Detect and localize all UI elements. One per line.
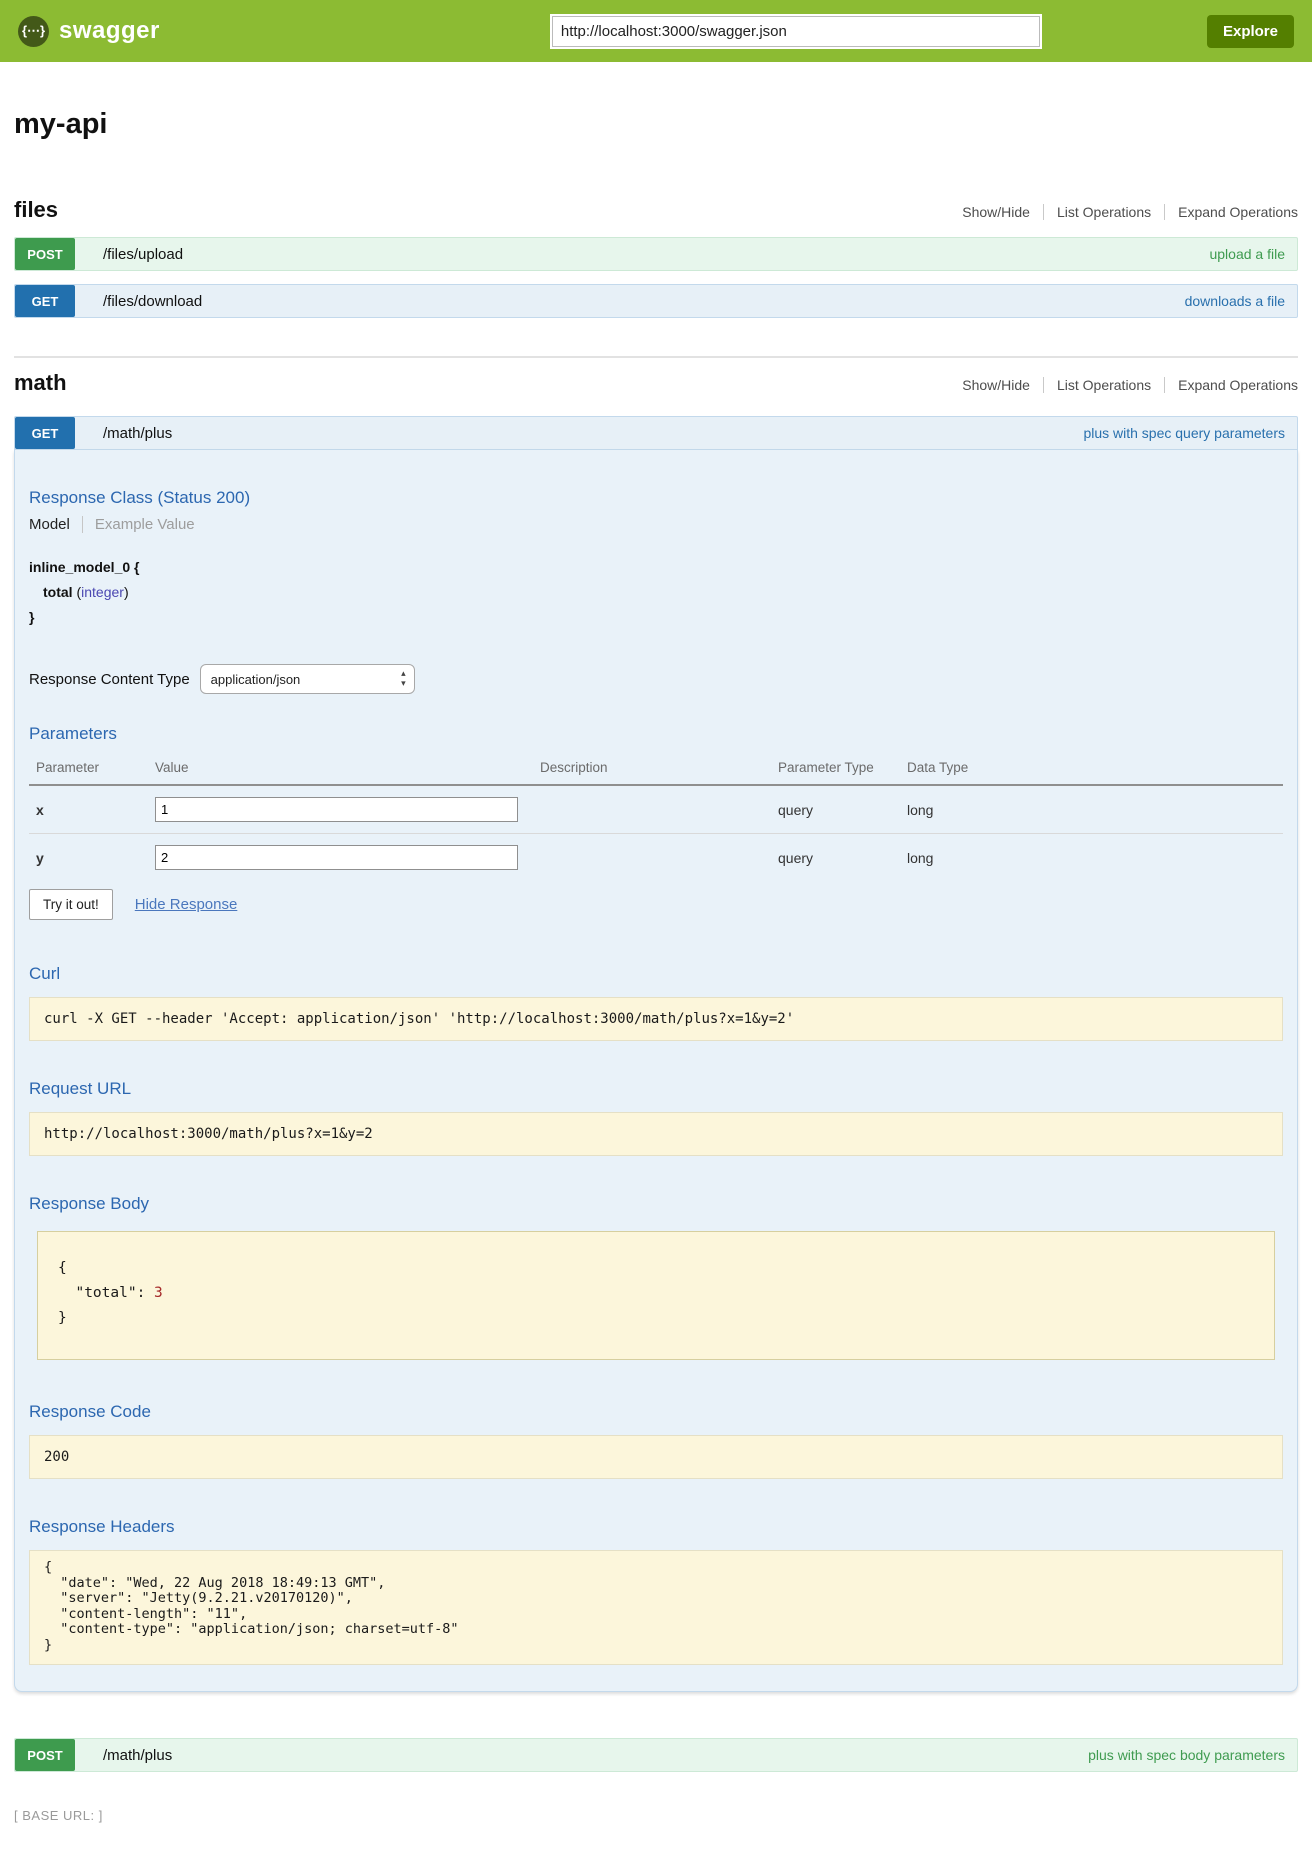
parameters-header-row	[29, 754, 1283, 785]
operation-summary-link[interactable]: plus with spec query parameters	[1083, 425, 1285, 441]
math-section-title[interactable]: math	[14, 370, 67, 395]
tab-model[interactable]: Model	[29, 516, 83, 533]
operation-path-link[interactable]: /files/download	[103, 292, 203, 310]
try-it-out-row	[29, 889, 1283, 920]
get-method-badge: GET	[15, 417, 75, 449]
response-headers-block	[29, 1550, 1283, 1665]
top-bar	[0, 0, 1312, 62]
paren: (	[72, 584, 82, 600]
explore-button[interactable]: Explore	[1207, 15, 1294, 48]
request-url-heading: Request URL	[29, 1079, 132, 1098]
col-header-parameter-type: Parameter Type	[778, 754, 907, 785]
operation-summary-link[interactable]: upload a file	[1209, 246, 1285, 262]
operation-row-get-math-plus[interactable]	[14, 416, 1298, 450]
operation-row-post-files-upload[interactable]	[14, 237, 1298, 271]
spec-url-field-wrap	[550, 14, 1042, 49]
response-body-value: 3	[154, 1285, 163, 1301]
response-code-value: 200	[29, 1435, 1283, 1479]
post-method-badge: POST	[15, 1739, 75, 1771]
files-section-controls	[962, 204, 1298, 220]
operation-summary-link[interactable]: downloads a file	[1184, 293, 1285, 309]
swagger-logo	[18, 16, 160, 47]
link-separator	[1164, 377, 1165, 393]
parameter-row-x	[29, 785, 1283, 834]
response-content-type-label: Response Content Type	[29, 670, 190, 688]
files-section-header	[14, 197, 1298, 223]
response-content-type-select[interactable]	[200, 664, 415, 694]
response-body-key: "total":	[58, 1285, 155, 1301]
base-url-footer: [ BASE URL: ]	[14, 1808, 103, 1823]
parameter-data-type: long	[907, 849, 934, 866]
paren: )	[123, 584, 129, 600]
operation-path-link[interactable]: /math/plus	[103, 1746, 173, 1764]
request-url-value: http://localhost:3000/math/plus?x=1&y=2	[29, 1112, 1283, 1156]
operation-detail-panel	[14, 450, 1298, 1692]
parameter-name: x	[29, 785, 155, 834]
parameters-table	[29, 754, 1283, 881]
link-separator	[1164, 204, 1165, 220]
post-method-badge: POST	[15, 238, 75, 270]
parameter-x-input[interactable]	[155, 797, 518, 822]
math-expand-operations-link[interactable]: Expand Operations	[1178, 377, 1298, 393]
response-body-close-brace: }	[58, 1310, 67, 1326]
hide-response-link[interactable]: Hide Response	[134, 896, 238, 913]
section-divider	[14, 356, 1298, 358]
response-headers-line: "content-type": "application/json; charset=utf-8"	[44, 1621, 459, 1637]
response-content-type-select-wrap	[200, 664, 415, 694]
col-header-data-type: Data Type	[907, 754, 1283, 785]
response-body-open-brace: {	[58, 1260, 67, 1276]
model-close-line: }	[29, 609, 35, 625]
parameters-heading: Parameters	[29, 724, 117, 743]
page-title: my-api	[14, 108, 108, 140]
curl-command: curl -X GET --header 'Accept: application/json' 'http://localhost:3000/math/plus?x=1&y=2'	[29, 997, 1283, 1041]
files-list-operations-link[interactable]: List Operations	[1056, 204, 1152, 220]
response-headers-line: "date": "Wed, 22 Aug 2018 18:49:13 GMT",	[44, 1574, 386, 1591]
get-method-badge: GET	[15, 285, 75, 317]
operation-summary-link[interactable]: plus with spec body parameters	[1088, 1747, 1285, 1763]
files-show-hide-link[interactable]: Show/Hide	[962, 204, 1030, 220]
response-headers-line: "server": "Jetty(9.2.21.v20170120)",	[44, 1590, 353, 1606]
operation-row-get-files-download[interactable]	[14, 284, 1298, 318]
operation-path-link[interactable]: /files/upload	[103, 245, 184, 263]
parameter-y-input[interactable]	[155, 845, 518, 870]
parameter-type: query	[778, 849, 814, 866]
parameter-data-type: long	[907, 785, 1283, 834]
curl-heading: Curl	[29, 964, 61, 983]
try-it-out-button[interactable]: Try it out!	[29, 889, 113, 920]
response-headers-line: "content-length": "11",	[44, 1605, 248, 1622]
model-open-line: inline_model_0 {	[29, 559, 140, 575]
model-property-name: total	[43, 584, 73, 600]
model-tabs	[29, 516, 1283, 533]
files-section-title[interactable]: files	[14, 197, 59, 222]
response-headers-heading: Response Headers	[29, 1517, 175, 1536]
files-expand-operations-link[interactable]: Expand Operations	[1178, 204, 1298, 220]
math-list-operations-link[interactable]: List Operations	[1056, 377, 1152, 393]
col-header-value: Value	[155, 754, 540, 785]
page-content	[14, 108, 1298, 1869]
parameter-description	[540, 785, 778, 834]
col-header-parameter: Parameter	[29, 754, 155, 785]
math-section-controls	[962, 377, 1298, 393]
parameter-name: y	[36, 849, 44, 866]
swagger-braces-icon: {⋯}	[18, 16, 49, 47]
swagger-logo-text: swagger	[59, 17, 160, 44]
tab-example-value[interactable]: Example Value	[94, 516, 195, 533]
link-separator	[1043, 204, 1044, 220]
math-section-header	[14, 370, 1298, 396]
col-header-description: Description	[540, 754, 778, 785]
operation-row-post-math-plus[interactable]	[14, 1738, 1298, 1772]
response-class-heading: Response Class (Status 200)	[29, 488, 251, 507]
response-body-heading: Response Body	[29, 1194, 150, 1213]
model-signature	[29, 555, 1283, 630]
parameter-type: query	[778, 785, 907, 834]
select-arrows-icon: ▴ ▾	[401, 668, 406, 688]
response-content-type-row	[29, 664, 1283, 694]
response-headers-line: {	[44, 1559, 53, 1575]
parameter-row-y	[29, 834, 1283, 882]
response-body-block	[37, 1231, 1275, 1360]
operation-path-link[interactable]: /math/plus	[103, 424, 173, 442]
model-property-line	[29, 580, 1283, 605]
operation-block-get-math-plus	[14, 416, 1298, 1692]
response-code-heading: Response Code	[29, 1402, 151, 1421]
link-separator	[1043, 377, 1044, 393]
spec-url-input[interactable]	[552, 16, 1040, 47]
response-headers-line: }	[44, 1636, 53, 1653]
model-property-type: integer	[81, 584, 124, 600]
response-body-total-line	[58, 1281, 1254, 1306]
parameter-description	[540, 834, 778, 882]
math-show-hide-link[interactable]: Show/Hide	[962, 377, 1030, 393]
